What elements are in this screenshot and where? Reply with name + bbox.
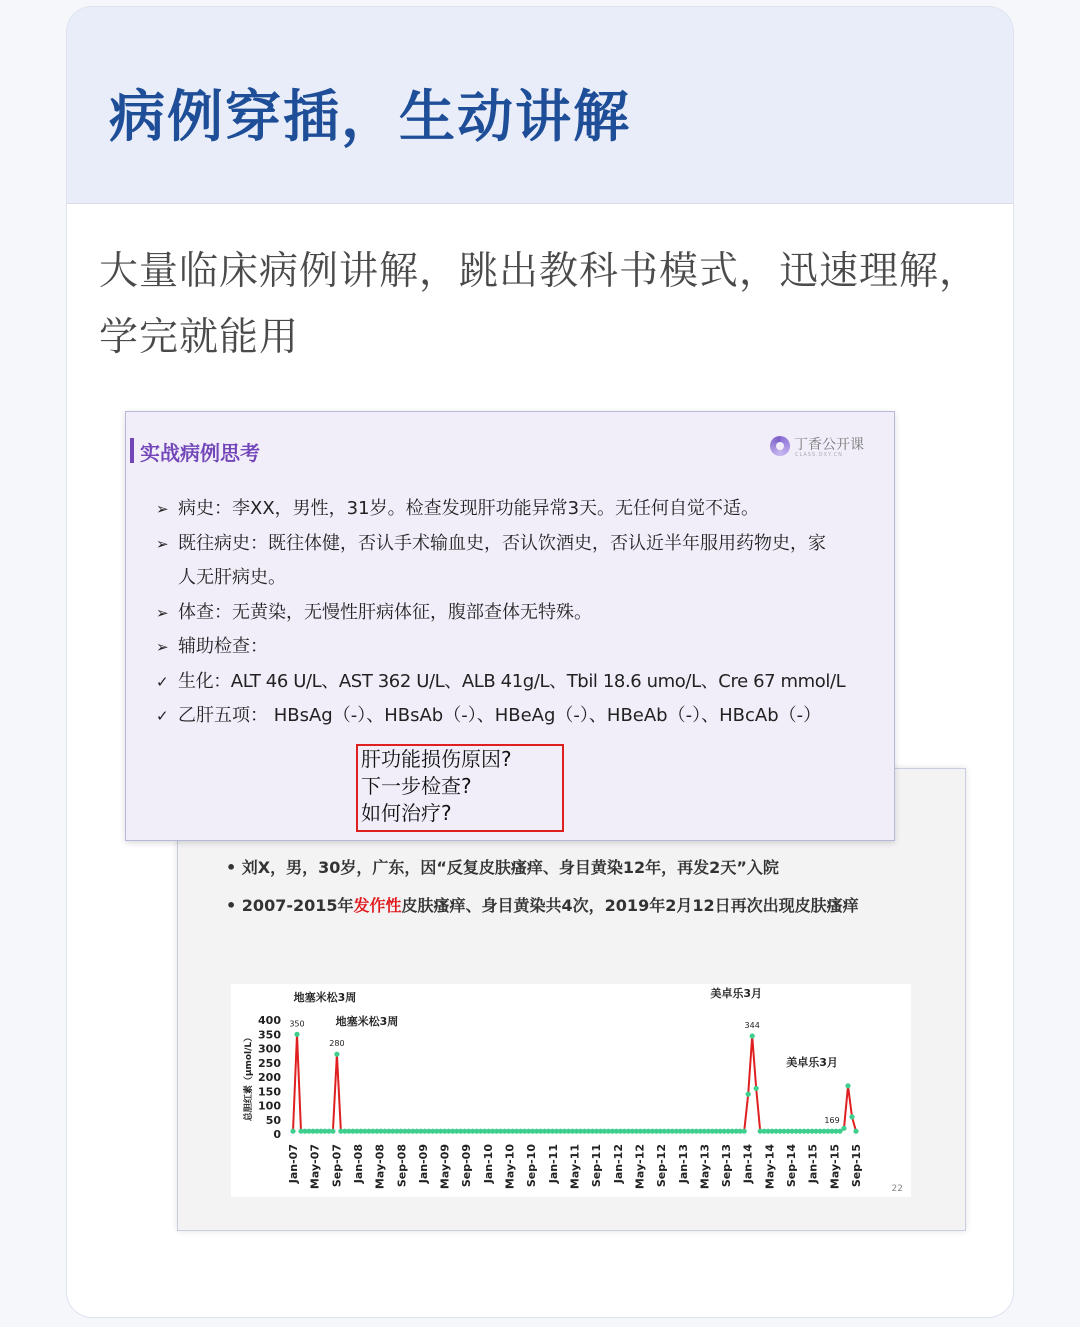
x-tick-label: Sep-15 <box>850 1144 863 1188</box>
bullet-arrow-icon: ➢ <box>156 534 169 553</box>
dxy-logo-subtext: CLASS.DXY.CN <box>795 452 843 458</box>
card-description: 大量临床病例讲解，跳出教科书模式，迅速理解，学完就能用 <box>99 249 980 360</box>
questions-box <box>356 744 564 832</box>
x-tick-label: Sep-10 <box>525 1144 539 1188</box>
x-tick-label: May-12 <box>633 1144 647 1190</box>
x-tick-label: Jan-11 <box>546 1144 560 1184</box>
x-tick-label: May-14 <box>763 1144 777 1190</box>
y-tick-label: 400 <box>258 1014 281 1027</box>
case-item <box>156 699 876 734</box>
data-point <box>853 1129 858 1134</box>
case-history-suffix: 皮肤瘙痒、身目黄染共4次，2019年2月12日再次出现皮肤瘙痒 <box>401 896 859 915</box>
case-item <box>156 561 876 596</box>
y-tick-label: 50 <box>265 1113 281 1127</box>
series-line <box>293 1034 856 1131</box>
x-tick-label: Sep-13 <box>720 1144 734 1188</box>
case-item <box>156 665 876 700</box>
chart-annotation: 美卓乐3月 <box>710 987 763 1000</box>
chart-annotation: 美卓乐3月 <box>786 1056 838 1069</box>
data-point <box>750 1033 755 1038</box>
data-point <box>330 1129 335 1134</box>
data-label: 350 <box>289 1019 305 1029</box>
case-item <box>156 492 876 527</box>
case-item <box>156 527 876 562</box>
case-item <box>156 630 876 665</box>
data-point <box>754 1086 759 1091</box>
x-tick-label: May-10 <box>503 1144 517 1190</box>
x-tick-label: Jan-14 <box>741 1144 755 1184</box>
question-line: 下一步检查? <box>361 774 472 798</box>
chart-annotation: 地塞米松3周 <box>335 1015 399 1028</box>
case-summary-line: • 刘X，男，30岁，广东，因“反复皮肤瘙痒、身目黄染12年，再发2天”入院 <box>226 858 779 877</box>
bilirubin-chart <box>231 984 911 1197</box>
x-tick-label: May-09 <box>438 1144 452 1190</box>
bullet-arrow-icon: ➢ <box>156 638 169 656</box>
case-history-line <box>226 893 859 916</box>
case-history-prefix: • 2007-2015年 <box>226 896 354 915</box>
case-item-text: 生化：ALT 46 U/L、AST 362 U/L、ALB 41g/L、Tbil 18.6 umo/L、Cre 67 mmol/L <box>178 670 846 692</box>
y-tick-label: 0 <box>273 1128 281 1141</box>
data-point <box>841 1126 846 1131</box>
dxy-logo <box>770 432 870 462</box>
data-point <box>746 1092 751 1097</box>
bullet-arrow-icon: ➢ <box>156 603 169 622</box>
x-tick-label: May-11 <box>568 1144 582 1190</box>
y-tick-label: 350 <box>258 1028 281 1042</box>
data-label: 280 <box>329 1039 345 1049</box>
data-label: 344 <box>744 1020 760 1030</box>
card-header <box>67 7 1013 204</box>
x-tick-label: Sep-08 <box>395 1144 409 1188</box>
case-slide-questions <box>125 411 895 841</box>
x-tick-label: Jan-12 <box>611 1144 625 1184</box>
data-point <box>742 1129 747 1134</box>
card-title: 病例穿插，生动讲解 <box>109 85 631 150</box>
y-axis-label: 总胆红素（μmol/L） <box>244 1032 254 1122</box>
slide-title: 实战病例思考 <box>140 441 260 465</box>
dxy-logo-icon <box>770 436 790 456</box>
x-tick-label: Jan-10 <box>481 1144 495 1184</box>
dxy-logo-text: 丁香公开课 <box>794 437 864 453</box>
x-tick-label: Sep-09 <box>460 1144 474 1188</box>
y-tick-label: 250 <box>258 1056 281 1070</box>
x-tick-label: May-08 <box>373 1144 387 1190</box>
case-item-list <box>156 492 876 734</box>
bullet-arrow-icon: ➢ <box>156 500 169 518</box>
x-tick-label: May-07 <box>308 1144 322 1190</box>
case-item-text: 辅助检查： <box>178 636 268 657</box>
x-tick-label: Jan-07 <box>287 1144 300 1184</box>
x-tick-label: Sep-12 <box>655 1144 669 1188</box>
x-tick-label: Jan-09 <box>416 1144 430 1184</box>
case-item-text: 体查：无黄染，无慢性肝病体征，腹部查体无特殊。 <box>178 601 592 623</box>
x-tick-label: Sep-14 <box>785 1144 799 1188</box>
data-point <box>290 1129 295 1134</box>
data-point <box>334 1052 339 1057</box>
x-tick-label: May-13 <box>698 1144 712 1190</box>
y-tick-label: 150 <box>258 1085 281 1099</box>
case-history-highlight: 发作性 <box>353 896 402 915</box>
x-tick-label: Jan-13 <box>676 1144 690 1184</box>
x-tick-label: Jan-08 <box>351 1144 365 1184</box>
question-line: 如何治疗? <box>361 801 452 825</box>
case-item-text: 人无肝病史。 <box>178 567 286 588</box>
x-tick-label: Sep-11 <box>590 1144 604 1188</box>
chart-annotation: 地塞米松3周 <box>293 991 357 1004</box>
data-label: 169 <box>824 1116 840 1126</box>
slide-title-accent <box>130 438 134 463</box>
case-item-text: 病史：李XX，男性，31岁。检查发现肝功能异常3天。无任何自觉不适。 <box>178 498 760 519</box>
x-tick-label: May-15 <box>828 1144 842 1190</box>
y-tick-label: 200 <box>258 1071 281 1084</box>
question-line: 肝功能损伤原因? <box>361 747 512 771</box>
slide-page-number: 22 <box>891 1184 903 1194</box>
data-point <box>849 1114 854 1119</box>
checkmark-icon: ✓ <box>156 707 169 725</box>
case-item <box>156 596 876 631</box>
x-tick-label: Sep-07 <box>330 1144 344 1188</box>
data-point <box>294 1032 299 1037</box>
case-item-text: 乙肝五项： HBsAg（-）、HBsAb（-）、HBeAg（-）、HBeAb（-）、HBcAb（-） <box>178 705 822 726</box>
checkmark-icon: ✓ <box>156 672 169 691</box>
x-tick-label: Jan-15 <box>806 1144 820 1184</box>
case-item-text: 既往病史：既往体健，否认手术输血史，否认饮酒史，否认近半年服用药物史，家 <box>178 532 826 554</box>
y-tick-label: 300 <box>258 1042 281 1056</box>
bilirubin-chart-svg <box>231 984 911 1197</box>
data-point <box>845 1083 850 1088</box>
y-tick-label: 100 <box>258 1099 281 1113</box>
